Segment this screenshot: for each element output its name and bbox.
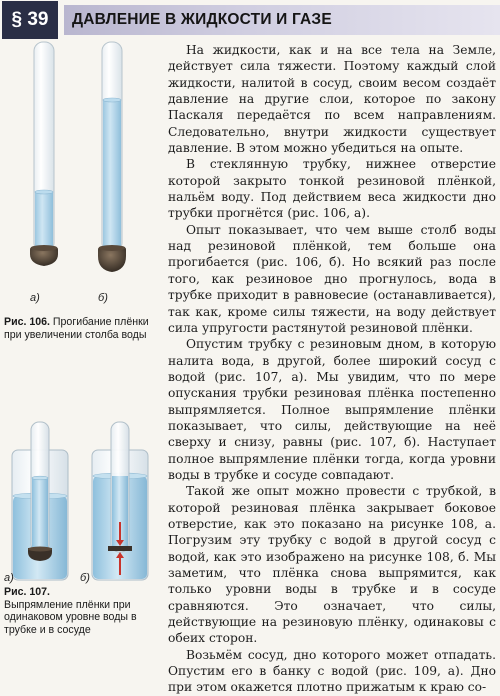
- paragraph-2: В стеклянную трубку, нижнее отверстие которой закрыто тонкой резиновой плёнкой, нальём воду. Под действием веса жидкости дно трубки прогнётся (рис. 106, а).: [168, 157, 496, 221]
- paragraph-5: Такой же опыт можно провести с трубкой, в которой резиновая плёнка закрывает боковое отверстие, как это показано на рисунке 108, а. Погрузим эту трубку с водой в другой сосуд с водой, как это изображено на рисунке 108, б. Мы заметим, что плёнка снова выпрямится, как только уровни воды в трубке и в сосуде сравняются. Это означает, что силы, действующие на резиновую плёнку, одинаковы с обеих сторон.: [168, 484, 496, 646]
- figure-106-caption-text: Прогибание плёнки при увеличении столба воды: [4, 316, 149, 341]
- figure-107-label-b: б): [80, 572, 90, 584]
- figure-107-caption-number: Рис. 107.: [4, 586, 50, 598]
- beaker-a-fig107: [12, 422, 68, 580]
- figure-106-caption: [4, 316, 156, 341]
- figure-106-label-a: а): [30, 292, 40, 304]
- figure-107-illustration: [2, 420, 158, 590]
- figure-107-caption: [4, 586, 156, 636]
- figure-106-illustration: [2, 40, 158, 290]
- tube-b-fig106: [98, 42, 126, 272]
- figure-106-label-b: б): [98, 292, 108, 304]
- figure-107-label-a: а): [4, 572, 14, 584]
- tube-a-fig106: [30, 42, 58, 266]
- paragraph-3: Опыт показывает, что чем выше столб воды над резиновой плёнкой, тем больше она прогибается (рис. 106, б). Но всякий раз после того, как резиновое дно прогнулось, вода в трубке приходит в равновесие (останавливается), так как, кроме силы тяжести, на воду действует сила упругости растянутой резиновой плёнки.: [168, 222, 496, 335]
- paragraph-4: Опустим трубку с резиновым дном, в которую налита вода, в другой, более широкий сосуд с водой (рис. 107, а). Мы увидим, что по мере опускания трубки резиновая плёнка постепенно выпрямляется. Полное выпрямление плёнки показывает, что силы, действующие на неё сверху и снизу, равны (рис. 107, б). Наступает полное выпрямление плёнки тогда, когда уровни воды в трубке и сосуде совпадают.: [168, 337, 496, 482]
- section-header: [0, 0, 500, 40]
- figure-107-caption-text: Выпрямление плёнки при одинаковом уровне воды в трубке и в сосуде: [4, 598, 137, 636]
- section-title: ДАВЛЕНИЕ В ЖИДКОСТИ И ГАЗЕ: [64, 5, 500, 35]
- body-text: [168, 42, 496, 696]
- figure-106-caption-number: Рис. 106.: [4, 316, 50, 328]
- paragraph-6: Возьмём сосуд, дно которого может отпадать. Опустим его в банку с водой (рис. 109, а). Дно при этом окажется плотно прижатым к краю со-: [168, 647, 496, 695]
- left-figure-column: [0, 40, 160, 650]
- beaker-b-fig107: [92, 422, 148, 580]
- section-number-badge: § 39: [2, 1, 58, 39]
- paragraph-1: На жидкости, как и на все тела на Земле, действует сила тяжести. Поэтому каждый слой жидкости, налитой в сосуд, своим весом создаёт давление на другие слои, которое по закону Паскаля передаётся по всем направлениям. Следовательно, внутри жидкости существует давление. В этом можно убедиться на опыте.: [168, 43, 496, 156]
